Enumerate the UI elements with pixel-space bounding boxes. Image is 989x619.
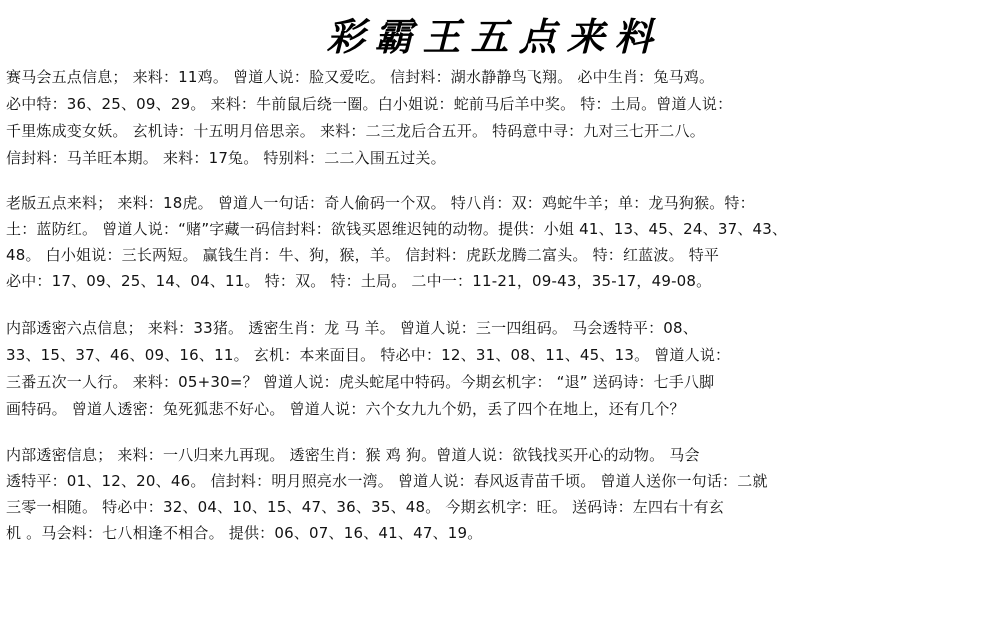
section-3-line-3: 三番五次一人行。 来料：05+30=？ 曾道人说：虎头蛇尾中特码。今期玄机字： “退” 送码诗：七手八脚 <box>6 373 715 391</box>
section-4-line-4: 机 。马会料：七八相逢不相合。 提供：06、07、16、41、47、19。 <box>6 524 483 542</box>
page-title: 彩霸王五点来料 <box>326 14 663 59</box>
section-3-line-1: 内部透密六点信息； 来料：33猪。 透密生肖：龙 马 羊。 曾道人说：三一四组码。 马会透特平：08、 <box>6 319 698 337</box>
section-3-line-4: 画特码。 曾道人透密：兔死狐悲不好心。 曾道人说：六个女九九个奶，丢了四个在地上，还有几个？ <box>6 400 685 418</box>
section-2-line-4: 必中：17、09、25、14、04、11。 特：双。 特：土局。 二中一：11-21，09-43，35-17，49-08。 <box>6 272 712 290</box>
section-4-line-3: 三零一相随。 特必中：32、04、10、15、47、36、35、48。 今期玄机字：旺。 送码诗：左四右十有玄 <box>6 498 725 516</box>
section-1-line-2: 必中特：36、25、09、29。 来料：牛前鼠后绕一圈。白小姐说：蛇前马后羊中奖。 特：土局。曾道人说： <box>6 95 733 113</box>
section-2-line-1: 老版五点来料； 来料：18虎。 曾道人一句话：奇人偷码一个双。 特八肖：双：鸡蛇牛羊；单：龙马狗猴。特： <box>6 194 755 212</box>
section-2-line-2: 土：蓝防红。 曾道人说：“赌”字藏一码信封料：欲钱买恩维迟钝的动物。提供：小姐 41、13、45、24、37、43、 <box>6 220 788 238</box>
section-1-line-4: 信封料：马羊旺本期。 来料：17兔。 特别料：二二入围五过关。 <box>6 149 446 167</box>
section-1-line-3: 千里炼成变女妖。 玄机诗：十五明月倍思亲。 来料：二三龙后合五开。 特码意中寻：九对三七开二八。 <box>6 122 705 140</box>
section-2-line-3: 48。 白小姐说：三长两短。 赢钱生肖：牛、狗，猴，羊。 信封料：虎跃龙腾二富头。 特：红蓝波。 特平 <box>6 246 720 264</box>
section-3-line-2: 33、15、37、46、09、16、11。 玄机：本来面目。 特必中：12、31、08、11、45、13。 曾道人说： <box>6 346 731 364</box>
section-4-line-2: 透特平：01、12、20、46。 信封料：明月照亮水一湾。 曾道人说：春风返青苗千顷。 曾道人送你一句话：二就 <box>6 472 768 490</box>
section-4-line-1: 内部透密信息； 来料：一八归来九再现。 透密生肖：猴 鸡 狗。曾道人说：欲钱找买开心的动物。 马会 <box>6 446 700 464</box>
section-1-line-1: 赛马会五点信息； 来料：11鸡。 曾道人说：脸又爱吃。 信封料：湖水静静鸟飞翔。 必中生肖：兔马鸡。 <box>6 68 715 86</box>
